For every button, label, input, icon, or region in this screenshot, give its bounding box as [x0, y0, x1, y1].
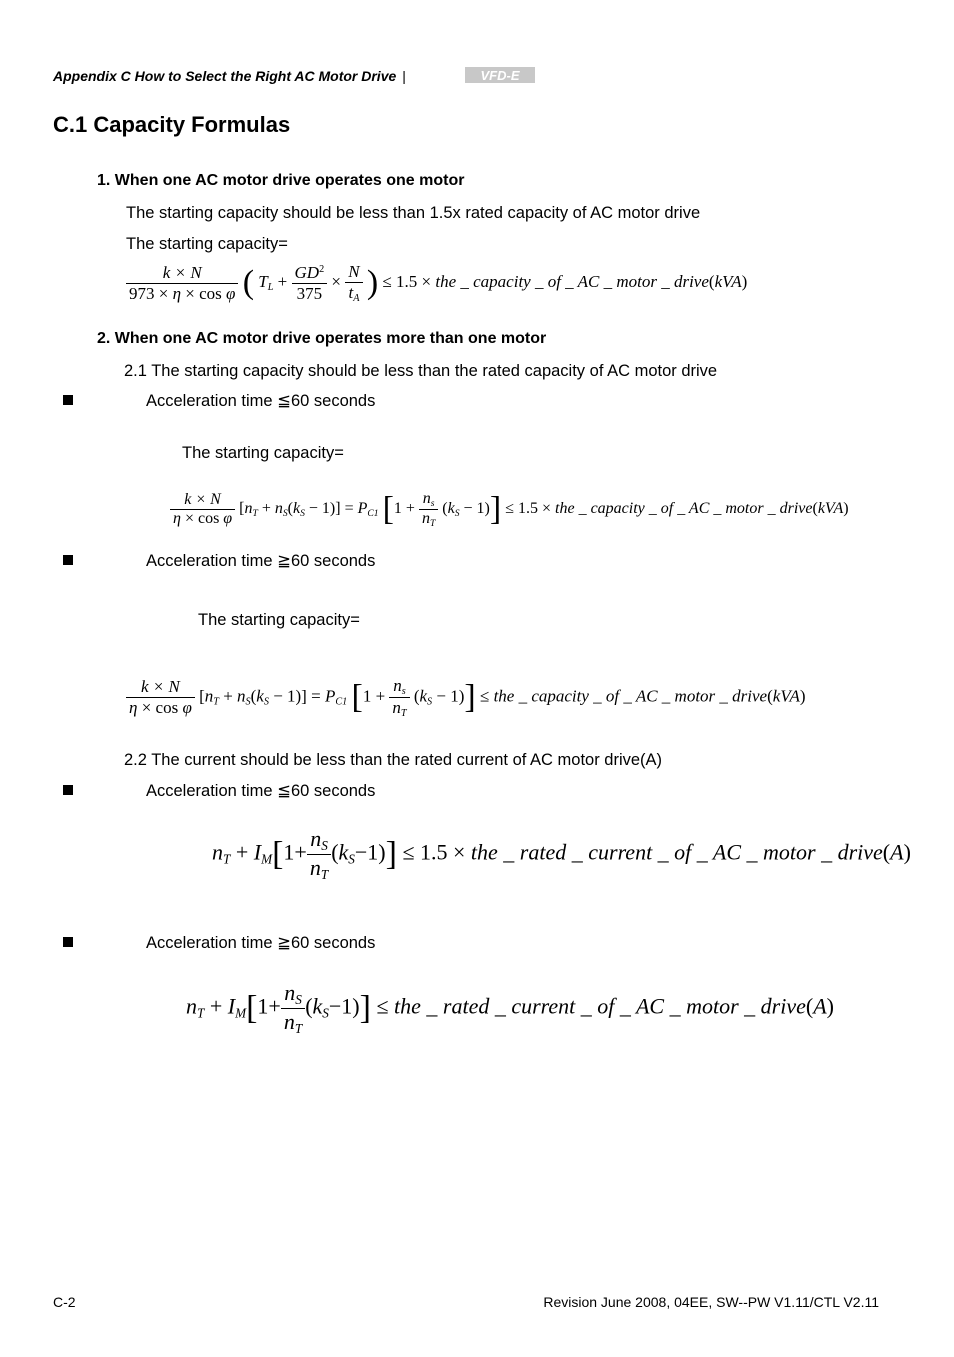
section-title: C.1 Capacity Formulas: [53, 112, 291, 137]
page-number: C-2: [53, 1294, 76, 1310]
vfd-e-logo: [465, 66, 535, 84]
bullet-d: Acceleration time ≧60 seconds: [146, 934, 376, 952]
formula-3: $\frac{k \times N}{\text{η × cos φ}}$ $[n_T + n_S(k_S - 1)] = P_{C1}$ [1 + $\frac{n_s}{n_T}$ $(k_S - 1)$] ≤ the _ capacity _ of _ AC _ motor _ drive(kVA): [126, 676, 806, 719]
bullet-b: Acceleration time ≧60 seconds: [146, 552, 376, 570]
bullet-marker: [63, 555, 73, 565]
case2-sub2: 2.2 The current should be less than the rated current of AC motor drive(A): [124, 751, 663, 769]
header-text: Appendix C How to Select the Right AC Motor Drive: [53, 68, 397, 84]
label-b: The starting capacity=: [198, 611, 360, 629]
bullet-marker: [63, 785, 73, 795]
formula-1: $\frac{k \times N}{\text{973 × η × cos φ}}$ ( $T_L$ + $\frac{GD^2}{375}$ × $\frac{N}{t_A}$ ) ≤ 1.5 × the _ capacity _ of _ AC _ motor _ drive(kVA): [126, 262, 747, 304]
bullet-marker: [63, 395, 73, 405]
logo-text: VFD-E: [480, 68, 520, 83]
bullet-c: Acceleration time ≦60 seconds: [146, 782, 376, 800]
case2-sub1: 2.1 The starting capacity should be less than the rated capacity of AC motor drive: [124, 362, 718, 380]
case2-heading: 2. When one AC motor drive operates more than one motor: [97, 330, 547, 347]
running-header: [53, 68, 406, 84]
formula-4: $n_T + I_M[1+$ $\frac{n_S}{n_T}$ $(k_S-1)] \le 1.5$ × the _ rated _ current _ of _ AC _ motor _ drive(A): [212, 826, 911, 882]
case1-line1: The starting capacity should be less than 1.5x rated capacity of AC motor drive: [126, 204, 701, 222]
formula-5: $n_T + I_M[1+$ $\frac{n_S}{n_T}$ $(k_S-1)$] ≤ the _ rated _ current _ of _ AC _ motor _ drive(A): [186, 980, 834, 1036]
label-a: The starting capacity=: [182, 444, 344, 462]
header-separator: |: [402, 68, 406, 84]
bullet-marker: [63, 937, 73, 947]
revision-info: Revision June 2008, 04EE, SW--PW V1.11/CTL V2.11: [543, 1294, 879, 1310]
case1-line2: The starting capacity=: [126, 235, 288, 253]
case1-heading: 1. When one AC motor drive operates one motor: [97, 172, 465, 189]
bullet-a: Acceleration time ≦60 seconds: [146, 392, 376, 410]
formula-2: $\frac{k \times N}{\text{η × cos φ}}$ $[n_T + n_S(k_S - 1)] = P_{C1}$ [1 + $\frac{n_s}{n_T}$ $(k_S - 1)] \le 1.5$ × the _ capacity _ of _ AC _ motor _ drive(kVA): [170, 490, 849, 529]
